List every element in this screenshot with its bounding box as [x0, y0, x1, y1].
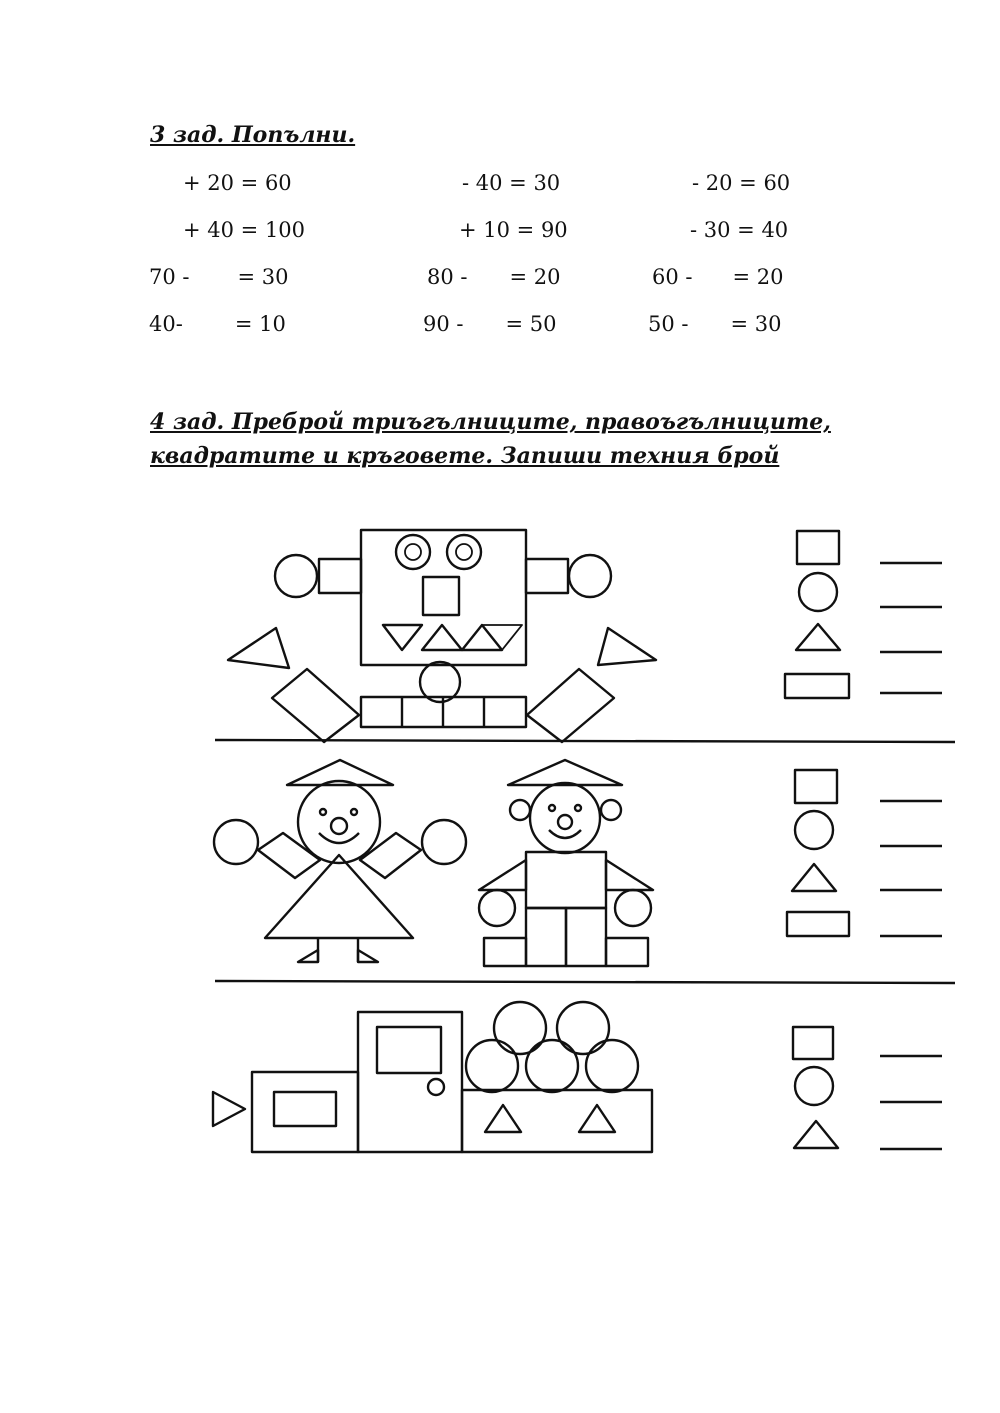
train-figure: [213, 1002, 652, 1152]
boy-nose-circle: [558, 815, 572, 829]
train-window-square: [377, 1027, 441, 1073]
robot-eye-inner-right: [456, 544, 472, 560]
robot-hand-circle-right: [569, 555, 611, 597]
girl-hand-circle-left: [214, 820, 258, 864]
train-front-square: [252, 1072, 358, 1152]
train-wagon-triangle: [579, 1105, 615, 1132]
boy-hat-triangle: [508, 760, 622, 785]
divider-line: [215, 981, 955, 983]
robot-nose-rectangle: [423, 577, 459, 615]
train-cargo-circle: [526, 1040, 578, 1092]
robot-tooth-triangle: [462, 625, 502, 650]
train-cabin-rectangle: [358, 1012, 462, 1152]
girl-figure: [214, 760, 466, 962]
robot-hand-circle-left: [275, 555, 317, 597]
girl-foot-triangle: [358, 950, 378, 962]
equation-left: 90 -: [423, 312, 464, 336]
boy-mouth: [549, 830, 581, 838]
robot-tooth-triangle: [422, 625, 462, 650]
robot-arm-rectangle-right: [526, 559, 568, 593]
girl-arm-rectangle-right: [360, 833, 421, 878]
robot-eye-outer-left: [396, 535, 430, 569]
robot-tooth-triangle: [462, 625, 502, 650]
equation-right: = 10: [234, 312, 286, 336]
rectangle-icon: [785, 674, 849, 698]
equation-left: 50 -: [648, 312, 689, 336]
boy-hand-circle-right: [615, 890, 651, 926]
robot-tooth-triangle: [422, 625, 462, 650]
boy-leg-rectangle-right: [566, 908, 606, 966]
robot-tooth-triangle: [482, 625, 522, 650]
equation-r2c3: - 30 = 40: [690, 218, 789, 242]
girl-hand-circle-right: [422, 820, 466, 864]
train-wagon-rectangle: [462, 1090, 652, 1152]
equation-left: 60 -: [652, 265, 693, 289]
boy-shoe-rectangle-left: [484, 938, 526, 966]
square-icon: [795, 770, 837, 803]
square-icon: [793, 1027, 833, 1059]
boy-arm-triangle-right: [606, 860, 653, 890]
square-icon: [797, 531, 839, 564]
equation-r1c1: + 20 = 60: [183, 171, 292, 195]
boy-ear-circle-right: [601, 800, 621, 820]
circle-icon: [795, 1067, 833, 1105]
train-cargo-circle: [557, 1002, 609, 1054]
train-wagon-triangle: [485, 1105, 521, 1132]
equation-r1c2: - 40 = 30: [462, 171, 561, 195]
train-window-rectangle: [274, 1092, 336, 1126]
legend-row-1: [785, 531, 942, 698]
robot-arm-rectangle-left: [319, 559, 361, 593]
circle-icon: [799, 573, 837, 611]
equation-right: = 50: [505, 312, 557, 336]
robot-rectangle-left: [272, 669, 359, 742]
equation-right: = 30: [237, 265, 289, 289]
girl-eye: [320, 809, 326, 815]
task4-title: 4 зад. Преброй триъгълниците, правоъгълниците, квадратите и кръговете. Запиши техния брой: [150, 409, 831, 469]
equation-right: = 20: [732, 265, 784, 289]
boy-body-rectangle: [526, 852, 606, 908]
circle-icon: [795, 811, 833, 849]
girl-dress-triangle: [265, 855, 413, 938]
triangle-icon: [792, 864, 836, 891]
robot-triangle-right: [598, 628, 656, 665]
girl-foot-triangle: [298, 950, 318, 962]
boy-figure: [479, 760, 653, 966]
boy-arm-triangle-left: [479, 860, 526, 890]
legend-row-3: [793, 1027, 942, 1149]
train-handle-circle: [428, 1079, 444, 1095]
boy-ear-circle-left: [510, 800, 530, 820]
equation-right: = 20: [509, 265, 561, 289]
girl-nose-circle: [331, 818, 347, 834]
legend-row-2: [787, 770, 942, 936]
equation-left: 70 -: [149, 265, 190, 289]
girl-eye: [351, 809, 357, 815]
robot-eye-outer-right: [447, 535, 481, 569]
boy-eye: [549, 805, 555, 811]
train-nose-triangle: [213, 1092, 245, 1126]
equation-r2c2: + 10 = 90: [459, 218, 568, 242]
train-cargo-circle: [586, 1040, 638, 1092]
girl-arm-rectangle-left: [258, 833, 320, 878]
boy-shoe-rectangle-right: [606, 938, 648, 966]
robot-triangle-left: [228, 628, 289, 668]
train-cargo-circle: [494, 1002, 546, 1054]
triangle-icon: [794, 1121, 838, 1148]
task3-title: 3 зад. Попълни.: [150, 122, 356, 148]
equation-left: 80 -: [427, 265, 468, 289]
boy-hand-circle-left: [479, 890, 515, 926]
rectangle-icon: [787, 912, 849, 936]
equation-left: 40-: [149, 312, 183, 336]
girl-head-circle: [298, 781, 380, 863]
train-cargo-circle: [466, 1040, 518, 1092]
equation-r1c3: - 20 = 60: [692, 171, 791, 195]
robot-eye-inner-left: [405, 544, 421, 560]
boy-leg-rectangle-left: [526, 908, 566, 966]
boy-eye: [575, 805, 581, 811]
triangle-icon: [796, 624, 840, 650]
equation-r2c1: + 40 = 100: [183, 218, 306, 242]
robot-tooth-triangle: [383, 625, 422, 650]
robot-figure: [228, 530, 656, 742]
robot-head-square: [361, 530, 526, 665]
boy-head-circle: [530, 783, 600, 853]
robot-rectangle-right: [527, 669, 614, 742]
equation-right: = 30: [730, 312, 782, 336]
